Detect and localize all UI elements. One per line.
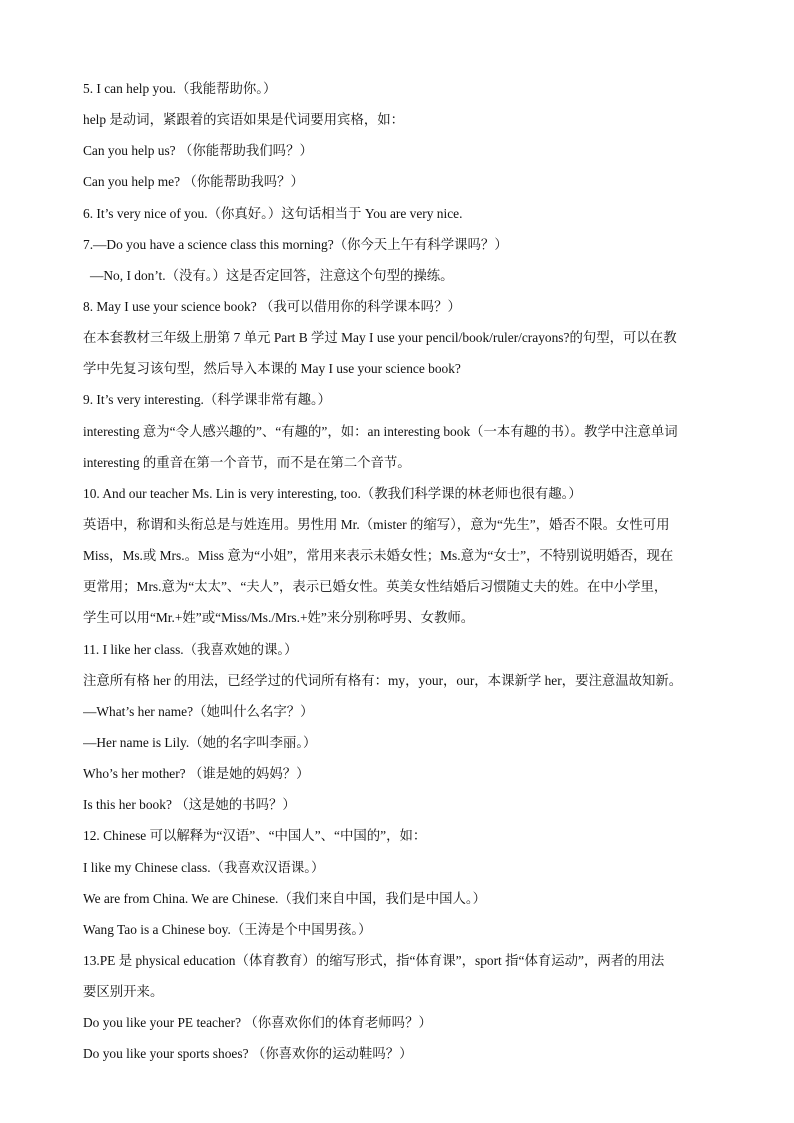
text-line: 7.—Do you have a science class this morning?（你今天上午有科学课吗？） xyxy=(83,236,508,252)
text-line: 英语中，称谓和头衔总是与姓连用。男性用 Mr.（mister 的缩写），意为“先生”，婚否不限。女性可用 xyxy=(83,516,670,532)
text-line: 6. It’s very nice of you.（你真好。）这句话相当于 You are very nice. xyxy=(83,205,463,221)
text-line: 8. May I use your science book? （我可以借用你的科学课本吗？） xyxy=(83,298,461,314)
text-line: —No, I don’t.（没有。）这是否定回答，注意这个句型的操练。 xyxy=(90,267,454,283)
text-line: 12. Chinese 可以解释为“汉语”、“中国人”、“中国的”，如： xyxy=(83,828,427,844)
text-line: 学中先复习该句型，然后导入本课的 May I use your science book? xyxy=(83,361,461,377)
text-line: I like my Chinese class.（我喜欢汉语课。） xyxy=(83,859,325,875)
text-line: Can you help us? （你能帮助我们吗？） xyxy=(83,143,313,159)
document-body xyxy=(83,73,723,1070)
text-line: 要区别开来。 xyxy=(83,984,164,1000)
text-line: Is this her book? （这是她的书吗？） xyxy=(83,797,296,813)
text-line: help 是动词，紧跟着的宾语如果是代词要用宾格，如： xyxy=(83,112,404,128)
text-line: —Her name is Lily.（她的名字叫李丽。） xyxy=(83,734,317,750)
text-line: Do you like your sports shoes? （你喜欢你的运动鞋吗？） xyxy=(83,1046,413,1062)
text-line: interesting 的重音在第一个音节，而不是在第二个音节。 xyxy=(83,454,411,470)
text-line: We are from China. We are Chinese.（我们来自中国，我们是中国人。） xyxy=(83,890,486,906)
text-line: 注意所有格 her 的用法，已经学过的代词所有格有：my，your，our，本课新学 her，要注意温故知新。 xyxy=(83,672,683,688)
text-line: interesting 意为“令人感兴趣的”、“有趣的”，如：an interesting book（一本有趣的书）。教学中注意单词 xyxy=(83,423,678,439)
text-line: 5. I can help you.（我能帮助你。） xyxy=(83,81,277,96)
text-line: 10. And our teacher Ms. Lin is very interesting, too.（教我们科学课的林老师也很有趣。） xyxy=(83,485,582,501)
text-line: 11. I like her class.（我喜欢她的课。） xyxy=(83,641,298,657)
text-line: Who’s her mother? （谁是她的妈妈？） xyxy=(83,766,310,782)
text-line: Miss，Ms.或 Mrs.。Miss 意为“小姐”，常用来表示未婚女性；Ms.意为“女士”，不特别说明婚否，现在 xyxy=(83,548,674,564)
text-line: 学生可以用“Mr.+姓”或“Miss/Ms./Mrs.+姓”来分别称呼男、女教师。 xyxy=(83,610,475,626)
text-line: Wang Tao is a Chinese boy.（王涛是个中国男孩。） xyxy=(83,921,372,937)
text-line: 更常用；Mrs.意为“太太”、“夫人”，表示已婚女性。英美女性结婚后习惯随丈夫的姓。在中小学里， xyxy=(83,579,668,595)
text-line: Can you help me? （你能帮助我吗？） xyxy=(83,174,304,190)
text-line: Do you like your PE teacher? （你喜欢你们的体育老师吗？） xyxy=(83,1015,432,1031)
text-line: 在本套教材三年级上册第 7 单元 Part B 学过 May I use your pencil/book/ruler/crayons?的句型，可以在教 xyxy=(83,330,677,346)
text-line: 13.PE 是 physical education（体育教育）的缩写形式，指“体育课”，sport 指“体育运动”，两者的用法 xyxy=(83,952,665,968)
text-line: —What’s her name?（她叫什么名字？） xyxy=(83,703,314,719)
text-line: 9. It’s very interesting.（科学课非常有趣。） xyxy=(83,392,332,408)
